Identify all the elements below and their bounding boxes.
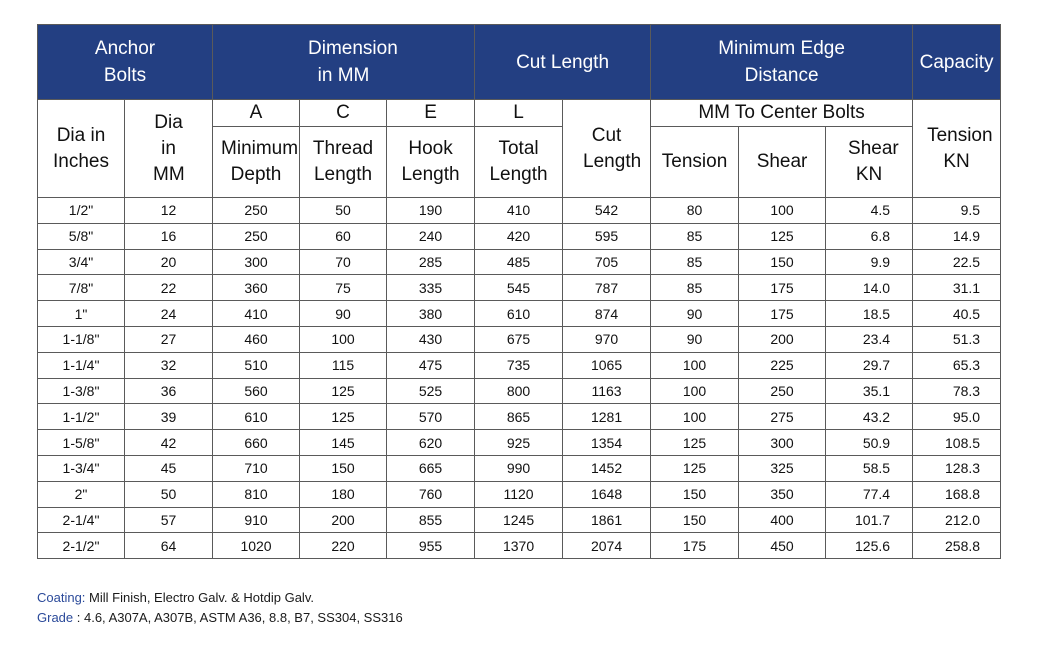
cell-cut-length: 1648: [563, 481, 651, 507]
cell-tension-kn: 128.3: [913, 455, 1001, 481]
cell-dia-inches: 2": [38, 481, 125, 507]
cell-dia-inches: 1-1/8": [38, 326, 125, 352]
cell-dia-inches: 7/8": [38, 275, 125, 301]
anchor-bolt-spec-table: [37, 24, 1001, 559]
cell-tension-kn: 51.3: [913, 326, 1001, 352]
cell-edge-shear: 250: [739, 378, 826, 404]
cell-minimum-depth: 250: [213, 223, 300, 249]
cell-shear-kn: 4.5: [826, 198, 913, 224]
grade-line: [37, 608, 403, 628]
header-dimension: Dimension in MM: [213, 25, 475, 100]
table-row: [38, 223, 1001, 249]
cell-thread-length: 200: [300, 507, 387, 533]
col-total-length: Total Length: [475, 127, 563, 198]
cell-minimum-depth: 910: [213, 507, 300, 533]
cell-edge-shear: 125: [739, 223, 826, 249]
cell-total-length: 420: [475, 223, 563, 249]
cell-minimum-depth: 660: [213, 430, 300, 456]
col-letter-c: C: [300, 100, 387, 127]
notes: [37, 588, 403, 628]
cell-edge-tension: 85: [651, 275, 739, 301]
coating-value: Mill Finish, Electro Galv. & Hotdip Galv.: [89, 590, 314, 605]
cell-dia-inches: 1/2": [38, 198, 125, 224]
cell-dia-inches: 1-5/8": [38, 430, 125, 456]
cell-edge-shear: 325: [739, 455, 826, 481]
cell-dia-mm: 12: [125, 198, 213, 224]
cell-shear-kn: 58.5: [826, 455, 913, 481]
col-tension: Tension: [651, 127, 739, 198]
cell-minimum-depth: 510: [213, 352, 300, 378]
cell-thread-length: 100: [300, 326, 387, 352]
table-row: [38, 249, 1001, 275]
cell-minimum-depth: 360: [213, 275, 300, 301]
cell-hook-length: 760: [387, 481, 475, 507]
cell-cut-length: 542: [563, 198, 651, 224]
cell-dia-inches: 1-1/4": [38, 352, 125, 378]
cell-tension-kn: 65.3: [913, 352, 1001, 378]
table-row: [38, 533, 1001, 559]
cell-minimum-depth: 1020: [213, 533, 300, 559]
cell-shear-kn: 50.9: [826, 430, 913, 456]
col-letter-a: A: [213, 100, 300, 127]
cell-dia-mm: 24: [125, 301, 213, 327]
cell-minimum-depth: 300: [213, 249, 300, 275]
cell-dia-mm: 39: [125, 404, 213, 430]
table-row: [38, 326, 1001, 352]
cell-minimum-depth: 610: [213, 404, 300, 430]
cell-hook-length: 570: [387, 404, 475, 430]
table-body: [38, 198, 1001, 559]
col-thread-length: Thread Length: [300, 127, 387, 198]
cell-hook-length: 430: [387, 326, 475, 352]
cell-cut-length: 874: [563, 301, 651, 327]
cell-thread-length: 70: [300, 249, 387, 275]
cell-total-length: 545: [475, 275, 563, 301]
cell-hook-length: 665: [387, 455, 475, 481]
cell-edge-tension: 150: [651, 507, 739, 533]
cell-edge-shear: 400: [739, 507, 826, 533]
cell-tension-kn: 108.5: [913, 430, 1001, 456]
col-minimum-depth: Minimum Depth: [213, 127, 300, 198]
cell-total-length: 990: [475, 455, 563, 481]
col-cut-length: Cut Length: [563, 100, 651, 198]
cell-total-length: 675: [475, 326, 563, 352]
cell-shear-kn: 35.1: [826, 378, 913, 404]
cell-edge-tension: 175: [651, 533, 739, 559]
cell-total-length: 410: [475, 198, 563, 224]
cell-dia-mm: 57: [125, 507, 213, 533]
cell-edge-tension: 150: [651, 481, 739, 507]
cell-edge-shear: 175: [739, 275, 826, 301]
cell-cut-length: 970: [563, 326, 651, 352]
col-dia-inches: Dia in Inches: [38, 100, 125, 198]
table-row: [38, 352, 1001, 378]
cell-tension-kn: 78.3: [913, 378, 1001, 404]
cell-edge-shear: 350: [739, 481, 826, 507]
col-letter-l: L: [475, 100, 563, 127]
col-mm-to-center-bolts: MM To Center Bolts: [651, 100, 913, 127]
table-row: [38, 404, 1001, 430]
cell-cut-length: 1281: [563, 404, 651, 430]
cell-dia-mm: 20: [125, 249, 213, 275]
cell-edge-tension: 100: [651, 352, 739, 378]
cell-edge-shear: 100: [739, 198, 826, 224]
cell-thread-length: 220: [300, 533, 387, 559]
cell-thread-length: 75: [300, 275, 387, 301]
cell-edge-tension: 85: [651, 249, 739, 275]
cell-cut-length: 705: [563, 249, 651, 275]
cell-thread-length: 90: [300, 301, 387, 327]
cell-total-length: 485: [475, 249, 563, 275]
cell-dia-inches: 1": [38, 301, 125, 327]
cell-edge-shear: 200: [739, 326, 826, 352]
cell-shear-kn: 125.6: [826, 533, 913, 559]
cell-dia-mm: 45: [125, 455, 213, 481]
cell-total-length: 1120: [475, 481, 563, 507]
header-min-edge-distance: Minimum Edge Distance: [651, 25, 913, 100]
cell-edge-tension: 100: [651, 378, 739, 404]
cell-minimum-depth: 710: [213, 455, 300, 481]
cell-total-length: 925: [475, 430, 563, 456]
cell-edge-tension: 90: [651, 301, 739, 327]
cell-thread-length: 125: [300, 404, 387, 430]
cell-edge-tension: 125: [651, 430, 739, 456]
cell-hook-length: 855: [387, 507, 475, 533]
cell-cut-length: 595: [563, 223, 651, 249]
cell-cut-length: 1354: [563, 430, 651, 456]
cell-hook-length: 955: [387, 533, 475, 559]
cell-dia-inches: 3/4": [38, 249, 125, 275]
cell-thread-length: 150: [300, 455, 387, 481]
table-row: [38, 455, 1001, 481]
cell-cut-length: 2074: [563, 533, 651, 559]
cell-cut-length: 1065: [563, 352, 651, 378]
cell-minimum-depth: 410: [213, 301, 300, 327]
cell-shear-kn: 14.0: [826, 275, 913, 301]
cell-minimum-depth: 560: [213, 378, 300, 404]
cell-minimum-depth: 460: [213, 326, 300, 352]
cell-edge-shear: 150: [739, 249, 826, 275]
col-shear-kn: Shear KN: [826, 127, 913, 198]
cell-tension-kn: 258.8: [913, 533, 1001, 559]
col-hook-length: Hook Length: [387, 127, 475, 198]
cell-shear-kn: 101.7: [826, 507, 913, 533]
cell-minimum-depth: 250: [213, 198, 300, 224]
cell-edge-tension: 90: [651, 326, 739, 352]
cell-dia-inches: 2-1/2": [38, 533, 125, 559]
cell-edge-tension: 85: [651, 223, 739, 249]
cell-shear-kn: 23.4: [826, 326, 913, 352]
cell-tension-kn: 95.0: [913, 404, 1001, 430]
cell-edge-tension: 80: [651, 198, 739, 224]
cell-hook-length: 285: [387, 249, 475, 275]
cell-minimum-depth: 810: [213, 481, 300, 507]
header-anchor-bolts: Anchor Bolts: [38, 25, 213, 100]
cell-total-length: 865: [475, 404, 563, 430]
cell-dia-inches: 2-1/4": [38, 507, 125, 533]
cell-shear-kn: 9.9: [826, 249, 913, 275]
cell-thread-length: 115: [300, 352, 387, 378]
cell-cut-length: 1861: [563, 507, 651, 533]
cell-hook-length: 475: [387, 352, 475, 378]
col-letter-e: E: [387, 100, 475, 127]
cell-dia-mm: 36: [125, 378, 213, 404]
cell-hook-length: 525: [387, 378, 475, 404]
cell-tension-kn: 22.5: [913, 249, 1001, 275]
grade-value: : 4.6, A307A, A307B, ASTM A36, 8.8, B7, SS304, SS316: [76, 610, 403, 625]
cell-tension-kn: 212.0: [913, 507, 1001, 533]
cell-dia-inches: 5/8": [38, 223, 125, 249]
cell-edge-shear: 175: [739, 301, 826, 327]
col-tension-kn: Tension KN: [913, 100, 1001, 198]
cell-dia-inches: 1-3/8": [38, 378, 125, 404]
cell-tension-kn: 31.1: [913, 275, 1001, 301]
coating-label: Coating:: [37, 590, 86, 605]
cell-total-length: 735: [475, 352, 563, 378]
cell-thread-length: 125: [300, 378, 387, 404]
cell-total-length: 610: [475, 301, 563, 327]
cell-dia-mm: 64: [125, 533, 213, 559]
cell-shear-kn: 18.5: [826, 301, 913, 327]
cell-tension-kn: 9.5: [913, 198, 1001, 224]
cell-dia-mm: 50: [125, 481, 213, 507]
header-capacity: Capacity: [913, 25, 1001, 100]
grade-label: Grade: [37, 610, 74, 625]
cell-total-length: 1370: [475, 533, 563, 559]
cell-hook-length: 240: [387, 223, 475, 249]
cell-dia-mm: 22: [125, 275, 213, 301]
cell-hook-length: 190: [387, 198, 475, 224]
coating-line: [37, 588, 403, 608]
cell-thread-length: 60: [300, 223, 387, 249]
cell-hook-length: 335: [387, 275, 475, 301]
cell-shear-kn: 6.8: [826, 223, 913, 249]
cell-edge-shear: 300: [739, 430, 826, 456]
cell-tension-kn: 40.5: [913, 301, 1001, 327]
cell-tension-kn: 14.9: [913, 223, 1001, 249]
cell-dia-mm: 27: [125, 326, 213, 352]
cell-hook-length: 380: [387, 301, 475, 327]
cell-edge-shear: 225: [739, 352, 826, 378]
cell-edge-shear: 275: [739, 404, 826, 430]
cell-thread-length: 180: [300, 481, 387, 507]
cell-tension-kn: 168.8: [913, 481, 1001, 507]
col-shear: Shear: [739, 127, 826, 198]
cell-dia-inches: 1-3/4": [38, 455, 125, 481]
cell-thread-length: 145: [300, 430, 387, 456]
col-dia-mm: Dia in MM: [125, 100, 213, 198]
table-row: [38, 507, 1001, 533]
table-row: [38, 198, 1001, 224]
cell-edge-tension: 100: [651, 404, 739, 430]
cell-edge-shear: 450: [739, 533, 826, 559]
header-cut-length-group: Cut Length: [475, 25, 651, 100]
cell-thread-length: 50: [300, 198, 387, 224]
cell-cut-length: 787: [563, 275, 651, 301]
cell-hook-length: 620: [387, 430, 475, 456]
cell-dia-mm: 42: [125, 430, 213, 456]
cell-cut-length: 1452: [563, 455, 651, 481]
cell-dia-mm: 32: [125, 352, 213, 378]
cell-dia-inches: 1-1/2": [38, 404, 125, 430]
cell-shear-kn: 43.2: [826, 404, 913, 430]
cell-edge-tension: 125: [651, 455, 739, 481]
cell-shear-kn: 77.4: [826, 481, 913, 507]
cell-total-length: 1245: [475, 507, 563, 533]
cell-cut-length: 1163: [563, 378, 651, 404]
cell-total-length: 800: [475, 378, 563, 404]
table-row: [38, 378, 1001, 404]
table-row: [38, 481, 1001, 507]
cell-dia-mm: 16: [125, 223, 213, 249]
table-row: [38, 301, 1001, 327]
cell-shear-kn: 29.7: [826, 352, 913, 378]
table-row: [38, 275, 1001, 301]
table-row: [38, 430, 1001, 456]
